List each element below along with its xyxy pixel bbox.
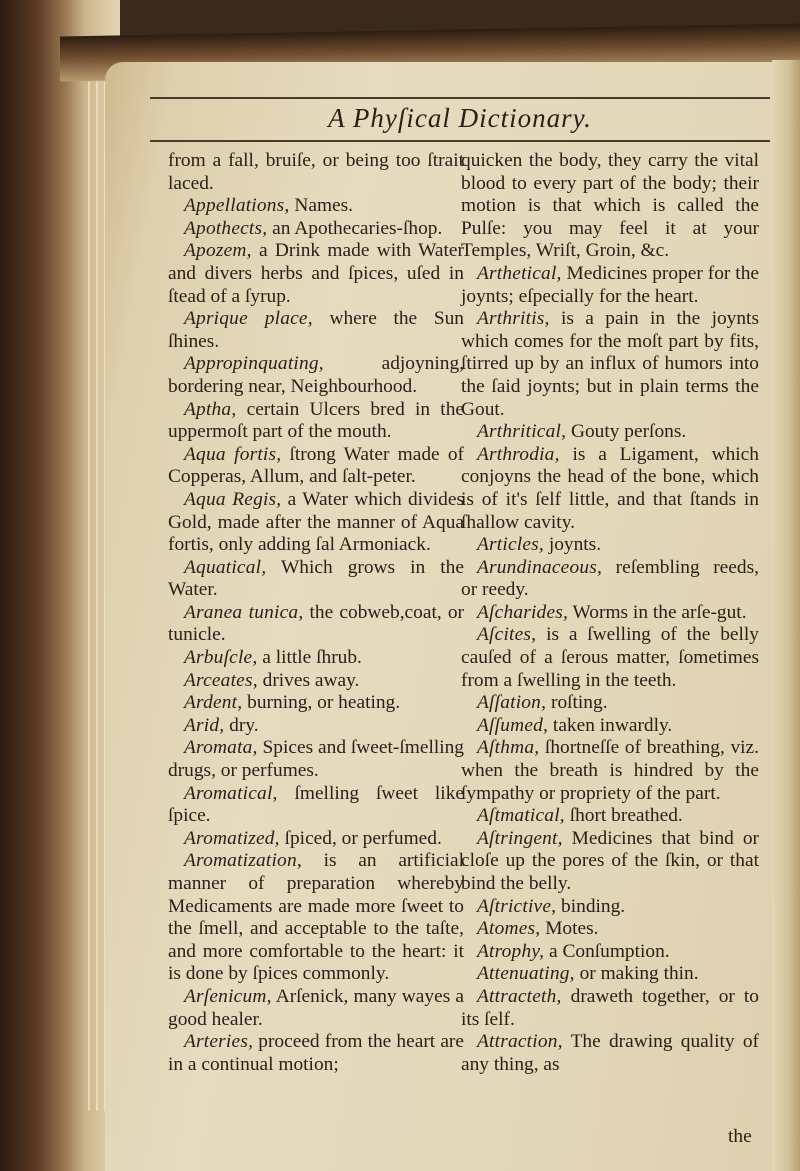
dictionary-entry <box>168 1031 464 1076</box>
entry-term: Aprique place, <box>184 308 313 330</box>
entry-definition: is a Ligament, which conjoyns the head of the bone, which is of it's ſelf little, and that ſtands in ſhallow cavity. <box>461 443 759 533</box>
dictionary-entry <box>461 150 759 263</box>
dictionary-entry <box>461 918 759 941</box>
dictionary-entry <box>461 534 759 557</box>
dictionary-entry <box>461 715 759 738</box>
dictionary-entry <box>461 557 759 602</box>
page-title: A Phyſical Dictionary. <box>328 103 592 133</box>
entry-term: Aſcites, <box>477 624 537 646</box>
dictionary-entry <box>461 263 759 308</box>
entry-definition: is a pain in the joynts which comes for the moſt part by fits, ſtirred up by an influx of humors into the ſaid joynts; but in plain terms the Gout. <box>461 308 759 420</box>
entry-term: Aſtrictive, <box>477 895 557 917</box>
entry-definition: burning, or heating. <box>242 692 401 714</box>
entry-term: Atomes, <box>477 918 541 940</box>
dictionary-entry <box>168 489 464 557</box>
dictionary-entry <box>461 602 759 625</box>
dictionary-entry <box>168 783 464 828</box>
entry-definition: drives away. <box>257 669 360 691</box>
dictionary-entry <box>168 195 464 218</box>
entry-definition: the cobweb,coat, or tunicle. <box>168 601 465 646</box>
entry-definition: Medicines proper for the joynts; eſpecially for the heart. <box>461 262 759 307</box>
entry-term: Arthritis, <box>477 308 550 330</box>
dictionary-entry <box>461 963 759 986</box>
entry-term: Arſenicum, <box>184 985 272 1007</box>
entry-definition: draweth together, or to its ſelf. <box>461 985 759 1030</box>
entry-definition: binding. <box>556 895 626 917</box>
entry-term: Aqua Regis, <box>184 488 282 510</box>
book-binding <box>0 0 120 1171</box>
entry-term: Appropinquating, <box>184 353 324 375</box>
dictionary-entry <box>168 240 464 308</box>
entry-term: Aptha, <box>184 398 237 420</box>
entry-term: Apozem, <box>184 240 252 262</box>
dictionary-entry <box>461 828 759 896</box>
entry-term: Articles, <box>477 534 544 556</box>
entry-term: Attraction, <box>477 1031 563 1053</box>
dictionary-entry <box>168 737 464 782</box>
dictionary-entry <box>461 986 759 1031</box>
entry-term: Arid, <box>184 714 225 736</box>
entry-term: Aromata, <box>184 737 258 759</box>
entry-definition: ſhortneſſe of breathing, viz. when the breath is hindred by the ſympathy or propriety of the part. <box>461 737 759 804</box>
entry-definition: Motes. <box>540 918 599 940</box>
entry-definition: from a fall, bruiſe, or being too ſtrait laced. <box>168 150 464 194</box>
entry-term: Aſſation, <box>477 692 547 714</box>
entry-term: Atrophy, <box>477 940 545 962</box>
entry-definition: certain Ulcers bred in the uppermoſt part of the mouth. <box>168 398 464 443</box>
entry-definition: where the Sun ſhines. <box>168 308 464 352</box>
entry-definition: Names. <box>289 195 354 217</box>
entry-definition: ſpiced, or perfumed. <box>279 827 442 849</box>
entry-term: Aſthma, <box>477 737 540 759</box>
entry-definition: The drawing quality of any thing, as <box>461 1031 759 1075</box>
entry-definition: an Apothecaries-ſhop. <box>267 217 443 239</box>
entry-term: Aſſumed, <box>477 714 549 736</box>
dictionary-entry <box>168 444 464 489</box>
left-column <box>168 150 464 1076</box>
entry-term: Arthrodia, <box>477 443 560 465</box>
entry-term: Aquatical, <box>184 556 267 578</box>
dictionary-entry <box>461 624 759 692</box>
dictionary-entry <box>168 353 464 398</box>
entry-definition: Spices and ſweet-ſmelling drugs, or perfumes. <box>168 737 464 782</box>
entry-term: Appellations, <box>184 195 290 217</box>
dictionary-entry <box>461 941 759 964</box>
entry-definition: a Drink made with Water and divers herbs and ſpices, uſed in ſtead of a ſyrup. <box>168 240 464 307</box>
entry-definition: a little ſhrub. <box>257 647 362 669</box>
entry-definition: is an artificial manner of preparation whereby Medicaments are made more ſweet to the ſmell, and acceptable to the taſte, and more comfortable to the heart: it is done by ſpices commonly. <box>168 850 464 985</box>
entry-term: Arundinaceous, <box>477 556 603 578</box>
entry-term: Aromatical, <box>184 782 278 804</box>
dictionary-entry <box>168 150 464 195</box>
header-rule-top <box>150 97 770 99</box>
entry-definition: dry. <box>224 714 259 736</box>
entry-term: Arteries, <box>184 1031 254 1053</box>
entry-definition: Medicines that bind or cloſe up the pores of the ſkin, or that bind the belly. <box>461 827 759 894</box>
dictionary-entry <box>461 692 759 715</box>
entry-definition: quicken the body, they carry the vital blood to every part of the body; their motion is that which is called the Pulſe: you may feel it at your Temples, Wriſt, Groin, &c. <box>461 150 759 262</box>
dictionary-entry <box>168 308 464 353</box>
entry-definition: Which grows in the Water. <box>168 556 464 601</box>
dictionary-entry <box>168 557 464 602</box>
entry-definition: adjoyning, bordering near, Neighbourhood. <box>168 353 464 397</box>
dictionary-entry <box>168 602 464 647</box>
entry-term: Arthetical, <box>477 262 562 284</box>
dictionary-entry <box>168 218 464 241</box>
entry-definition: ſtrong Water made of Copperas, Allum, and ſalt-peter. <box>168 443 464 488</box>
entry-definition: is a ſwelling of the belly cauſed of a ſerous matter, ſometimes from a ſwelling in the teeth. <box>461 624 759 691</box>
dictionary-entry <box>461 444 759 534</box>
dictionary-entry <box>168 692 464 715</box>
entry-term: Aromatization, <box>184 850 302 872</box>
entry-term: Aranea tunica, <box>184 601 304 623</box>
dictionary-entry <box>168 399 464 444</box>
dictionary-entry <box>168 986 464 1031</box>
dictionary-entry <box>461 1031 759 1076</box>
dictionary-entry <box>168 828 464 851</box>
right-column <box>461 150 759 1076</box>
dictionary-entry <box>168 850 464 986</box>
entry-term: Arceates, <box>184 669 258 691</box>
entry-term: Arthritical, <box>477 421 567 443</box>
dictionary-entry <box>168 715 464 738</box>
dictionary-entry <box>461 805 759 828</box>
entry-definition: taken inwardly. <box>548 714 673 736</box>
dictionary-entry <box>168 670 464 693</box>
entry-definition: reſembling reeds, or reedy. <box>461 556 759 601</box>
entry-definition: Arſenick, many wayes a good healer. <box>168 985 464 1030</box>
entry-definition: or making thin. <box>574 963 699 985</box>
entry-definition: a Conſumption. <box>544 940 670 962</box>
entry-term: Aromatized, <box>184 827 280 849</box>
entry-term: Aqua fortis, <box>184 443 282 465</box>
catchword: the <box>728 1126 752 1147</box>
dictionary-entry <box>168 647 464 670</box>
entry-definition: ſmelling ſweet like ſpice. <box>168 782 464 827</box>
dictionary-entry <box>461 421 759 444</box>
entry-definition: roſting. <box>546 692 608 714</box>
entry-definition: Worms in the arſe-gut. <box>568 601 747 623</box>
entry-definition: Gouty perſons. <box>566 421 687 443</box>
entry-term: Ardent, <box>184 692 243 714</box>
entry-term: Arbuſcle, <box>184 647 258 669</box>
entry-definition: joynts. <box>543 534 602 556</box>
dictionary-entry <box>461 308 759 421</box>
entry-term: Attracteth, <box>477 985 562 1007</box>
entry-term: Apothects, <box>184 217 268 239</box>
entry-term: Attenuating, <box>477 963 575 985</box>
page-right-edge <box>772 60 800 1171</box>
entry-term: Aſtmatical, <box>477 805 565 827</box>
entry-term: Aſtringent, <box>477 827 563 849</box>
entry-definition: a Water which divides Gold, made after the manner of Aqua fortis, only adding ſal Armoniack. <box>168 488 465 556</box>
header-rule-bottom <box>150 140 770 142</box>
entry-definition: proceed from the heart are in a continual motion; <box>168 1031 464 1075</box>
entry-definition: ſhort breathed. <box>564 805 683 827</box>
entry-term: Aſcharides, <box>477 601 569 623</box>
dictionary-entry <box>461 737 759 805</box>
dictionary-entry <box>461 896 759 919</box>
